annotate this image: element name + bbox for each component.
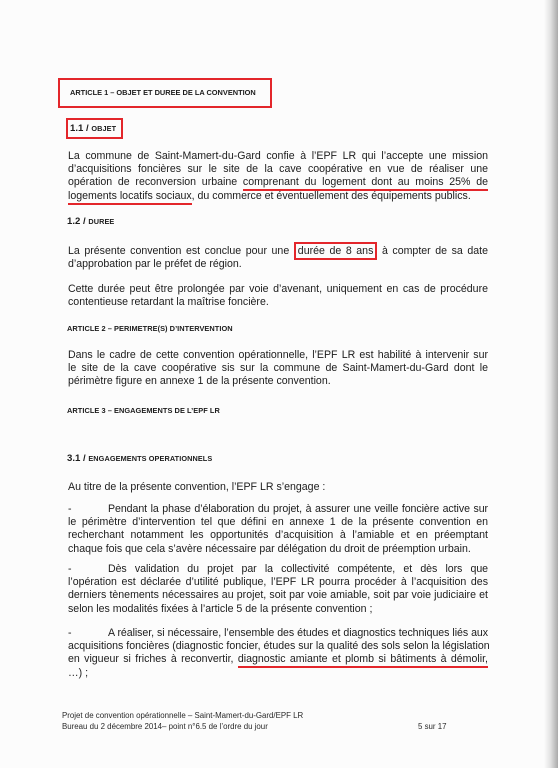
footer-meeting-reference: Bureau du 2 décembre 2014– point n°6.5 de l’ordre du jour [62,722,268,731]
paragraph-perimetre [68,349,488,389]
text-line: recherchant notamment les opportunités d’acquisition à l’amiable et en préemptant [68,529,488,542]
list-item [68,503,488,556]
section-title: DUREE [88,217,115,226]
text-line: périmètre figure en annexe 1 de la présente convention. [68,375,331,388]
text-line: Cette durée peut être prolongée par voie d’avenant, uniquement en cas de procédure [68,283,488,295]
text-line: selon les modalités fixées à l’article 5 de la présente convention ; [68,602,373,615]
red-box-annotation [58,78,272,108]
text-line: acquisitions foncières (diagnostic foncier, études sur la qualité des sols selon la législation [68,640,490,653]
paragraph-prolongation [68,283,488,309]
text-line [68,563,488,576]
text-line: d’acquisitions foncières sur le site de la cave coopérative en vue de réaliser une [68,163,488,176]
paragraph-intro [68,481,488,494]
text-segment: A réaliser, si nécessaire, l’ensemble des études et diagnostics techniques liés aux [108,627,488,639]
section-heading-engagements [67,453,212,465]
red-box-annotation: durée de 8 ans [294,242,378,260]
text-segment: La présente convention est conclue pour une [68,245,294,257]
section-number: 1.2 / [67,216,86,227]
text-line: le périmètre d’intervention tel que défini en annexe 1 de la présente convention en [68,516,488,529]
text-line [68,627,488,640]
page-number: 5 sur 17 [418,722,447,731]
red-box-annotation [66,118,123,139]
list-dash: - [68,503,72,515]
section-title: ENGAGEMENTS OPERATIONNELS [88,454,213,463]
paragraph-objet [68,150,488,203]
text-line [68,190,488,203]
section-number: 3.1 / [67,453,86,464]
text-line: …) ; [68,666,89,679]
red-underline-annotation: logements locatifs sociaux [68,190,192,205]
text-line: contentieuse retardant la maîtrise foncière. [68,296,269,309]
text-line: La commune de Saint-Mamert-du-Gard confie à l’EPF LR qui l’accepte une mission [68,150,488,162]
section-title: OBJET [91,124,117,133]
text-line: Au titre de la présente convention, l’EPF LR s’engage : [68,481,326,493]
text-line [68,503,488,516]
text-segment: Pendant la phase d’élaboration du projet, à assurer une veille foncière active sur [108,503,488,515]
list-item [68,627,488,680]
article-2-heading: ARTICLE 2 – PERIMETRE(S) D’INTERVENTION [67,324,233,333]
list-dash: - [68,563,72,575]
text-line: d’approbation par le préfet de région. [68,258,242,271]
text-segment: opération de reconversion urbaine [68,176,243,189]
text-line: chaque fois que cela s’avère nécessaire par délégation du droit de préemption urbain. [68,542,471,555]
text-segment: en vigueur si friches à reconvertir, [68,653,238,666]
text-segment: Dès validation du projet par la collectivité compétente, et dès lors que [108,563,488,575]
text-line [68,653,488,666]
list-dash: - [68,627,72,639]
scan-edge-shadow [544,0,558,768]
paragraph-duree [68,245,488,271]
footer-document-title: Projet de convention opérationnelle – Saint-Mamert-du-Gard/EPF LR [62,711,304,720]
red-underline-annotation: comprenant du logement dont au moins 25% de [243,176,488,191]
text-segment: à compter de sa date [377,245,488,257]
text-line: Dans le cadre de cette convention opérationnelle, l’EPF LR est habilité à intervenir sur [68,349,488,361]
section-number: 1.1 / [70,123,89,134]
text-segment: , du commerce et éventuellement des équipements publics. [191,189,471,202]
text-line: le site de la cave coopérative sis sur la commune de Saint-Mamert-du-Gard dont le [68,362,488,375]
section-heading-duree [67,216,114,228]
red-underline-annotation: diagnostic amiante et plomb si bâtiments à démolir, [238,653,488,668]
text-line: l’opération est déclarée d’utilité publique, l’EPF LR pourra procéder à l’acquisition des [68,576,488,589]
text-line: derniers tènements nécessaires au projet, soit par voie amiable, soit par voie judiciaire et [68,589,488,602]
list-item [68,563,488,616]
text-line [68,245,488,258]
text-line [68,176,488,189]
article-1-heading: ARTICLE 1 – OBJET ET DUREE DE LA CONVENTION [70,88,256,97]
article-3-heading: ARTICLE 3 – ENGAGEMENTS DE L’EPF LR [67,406,220,415]
